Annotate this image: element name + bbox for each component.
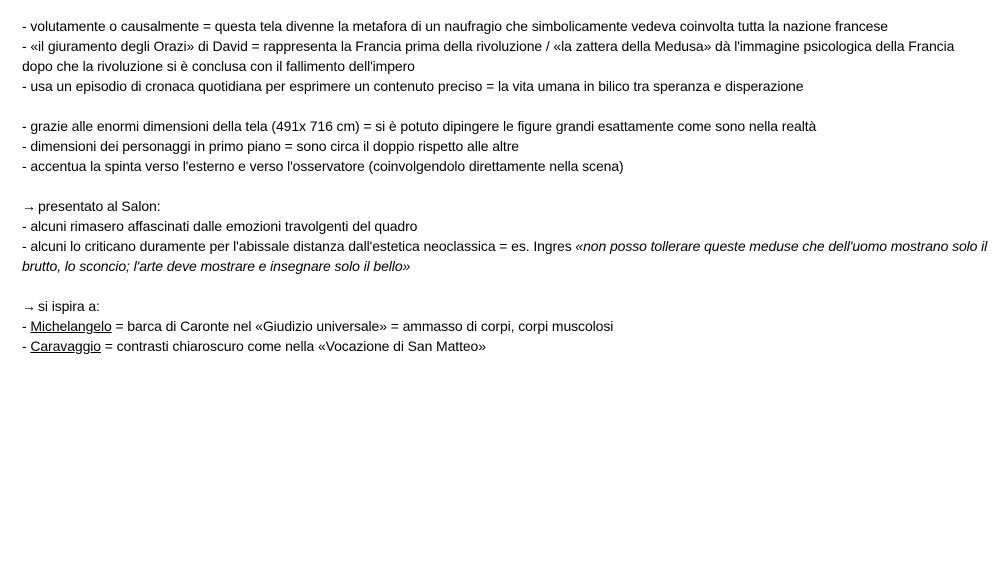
text-line (22, 236, 988, 276)
text-prefix: - (22, 318, 31, 334)
slide-content (22, 16, 988, 356)
text-prefix: - (22, 338, 31, 354)
text-line (22, 336, 988, 356)
text-rest: = contrasti chiaroscuro come nella «Vocazione di San Matteo» (100, 338, 486, 354)
heading-text: si ispira a: (38, 298, 100, 314)
spacer (22, 96, 988, 116)
ingres-quote: «non posso tollerare queste meduse che dell'uomo mostrano solo il brutto, lo sconcio; l'arte deve mostrare e insegnare solo il bello» (22, 238, 988, 274)
heading-text: presentato al Salon: (38, 198, 161, 214)
arrow-right-icon: → (22, 298, 36, 314)
text-line: - «il giuramento degli Orazi» di David = rappresenta la Francia prima della rivoluzione / «la zattera della Medusa» dà l'immagine psicologica della Francia dopo che la rivoluzione si è conclusa con il fallimento dell'impero (22, 38, 955, 74)
text-line: - usa un episodio di cronaca quotidiana per esprimere un contenuto preciso = la vita umana in bilico tra speranza e disperazione (22, 78, 804, 94)
text-rest: = barca di Caronte nel «Giudizio universale» = ammasso di corpi, corpi muscolosi (111, 318, 614, 334)
text-line: - grazie alle enormi dimensioni della tela (491x 716 cm) = si è potuto dipingere le figure grandi esattamente come sono nella realtà (22, 118, 817, 134)
arrow-right-icon: → (22, 198, 36, 214)
text-line: - alcuni rimasero affascinati dalle emozioni travolgenti del quadro (22, 218, 418, 234)
spacer (22, 176, 988, 196)
text-plain: - alcuni lo criticano duramente per l'abissale distanza dall'estetica neoclassica = es. Ingres (22, 238, 576, 254)
section-heading (22, 196, 988, 216)
artist-name-michelangelo: Michelangelo (30, 318, 112, 334)
text-line: - dimensioni dei personaggi in primo piano = sono circa il doppio rispetto alle altre (22, 138, 519, 154)
artist-name-caravaggio: Caravaggio (30, 338, 101, 354)
spacer (22, 276, 988, 296)
text-line: - accentua la spinta verso l'esterno e verso l'osservatore (coinvolgendolo direttamente nella scena) (22, 158, 624, 174)
section-heading (22, 296, 988, 316)
text-line (22, 316, 988, 336)
text-line: - volutamente o causalmente = questa tela divenne la metafora di un naufragio che simbolicamente vedeva coinvolta tutta la nazione francese (22, 18, 888, 34)
